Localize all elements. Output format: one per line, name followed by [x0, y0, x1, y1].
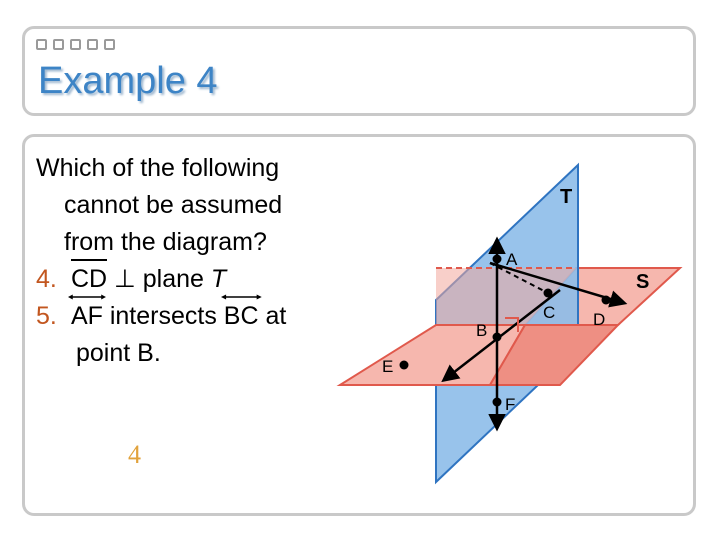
point-d-label: D [593, 310, 606, 329]
option-text: at [258, 302, 287, 330]
point-e-label: E [382, 357, 394, 376]
option-5 [36, 298, 366, 372]
line-af-label: AF [70, 302, 103, 330]
point-a-label: A [506, 250, 518, 269]
decor-square [70, 39, 81, 50]
point-b [493, 333, 502, 342]
question-line: Which of the following [36, 154, 280, 182]
line-arrow [68, 294, 106, 300]
line-bc [224, 298, 259, 335]
point-e [400, 361, 409, 370]
point-d [602, 296, 611, 305]
decor-square [36, 39, 47, 50]
point-c [544, 289, 553, 298]
segment-cd [71, 261, 107, 298]
page-number: 4 [128, 440, 141, 469]
segment-cd-label: CD [70, 265, 108, 293]
planes-diagram [336, 160, 686, 490]
point-f-label: F [505, 395, 516, 414]
line-bc-label: BC [223, 302, 259, 330]
question-line: from the diagram? [64, 228, 267, 256]
question-block [36, 150, 366, 372]
segment-bar [71, 259, 107, 261]
line-af [71, 298, 103, 335]
plane-name: T [210, 265, 227, 293]
question-line: cannot be assumed [64, 191, 283, 219]
option-text: ⊥ plane [107, 265, 211, 293]
decor-square [53, 39, 64, 50]
line-arrow [221, 294, 262, 300]
option-4 [36, 261, 366, 298]
point-b-label: B [476, 321, 488, 340]
slide-title: Example 4 [38, 60, 218, 102]
point-c-label: C [543, 303, 556, 322]
option-text: intersects [102, 302, 224, 330]
decor-square [104, 39, 115, 50]
point-a [493, 255, 502, 264]
plane-s-label: S [636, 271, 650, 293]
option-number: 5. [36, 302, 57, 330]
point-f [493, 398, 502, 407]
plane-t-label: T [560, 186, 573, 208]
option-number: 4. [36, 265, 57, 293]
window-dots [36, 39, 115, 50]
decor-square [87, 39, 98, 50]
option-tail: point B. [76, 339, 161, 367]
